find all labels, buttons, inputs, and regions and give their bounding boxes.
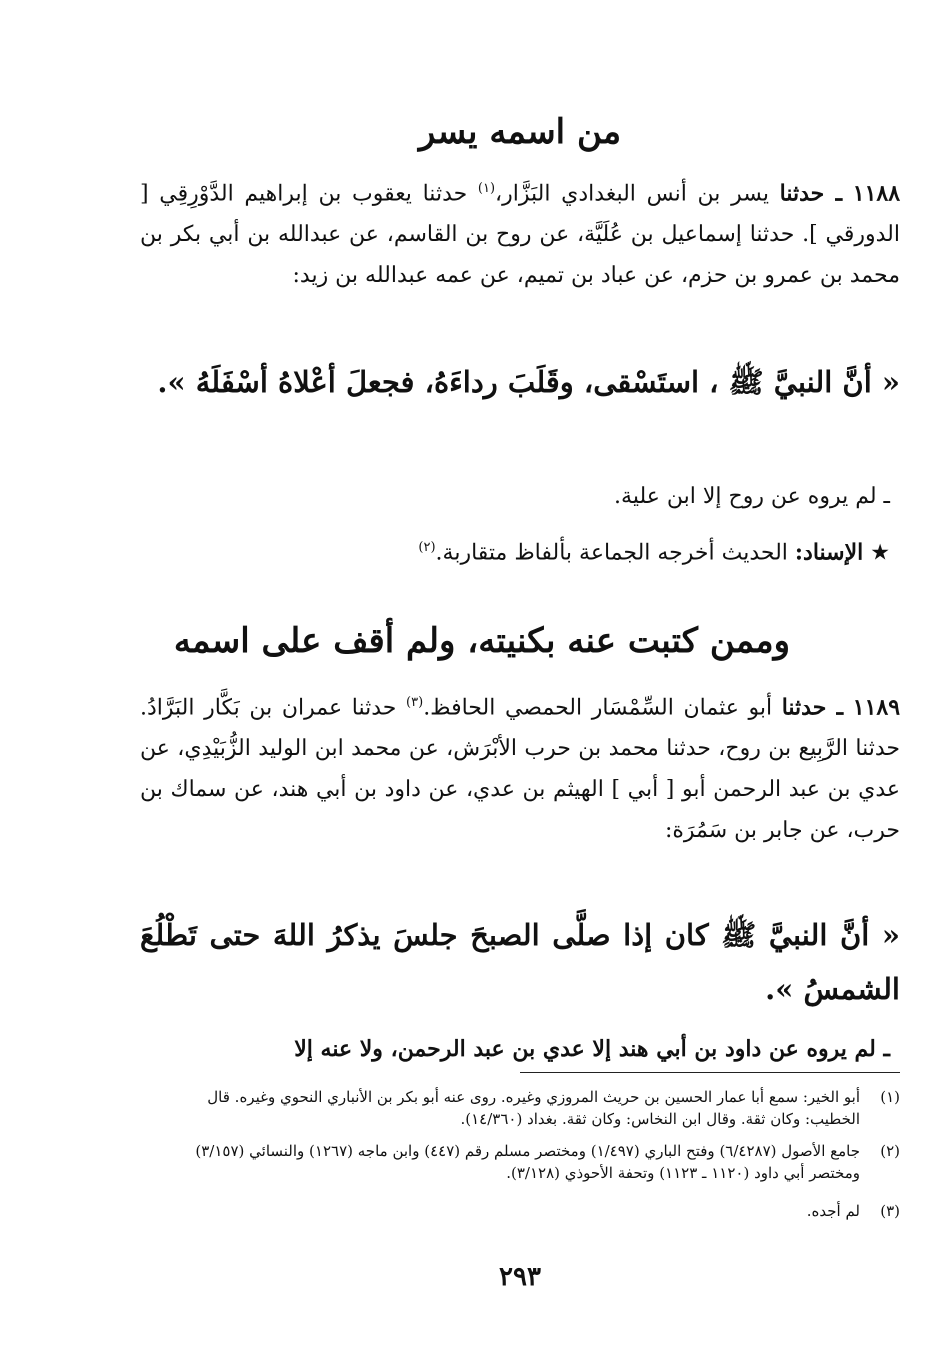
- isnad-text: حدثنا يعقوب بن إبراهيم الدَّوْرِقِي [ الدورقي ]. حدثنا إسماعيل بن عُلَيَّة، عن روح بن القاسم، عن عبدالله بن أبي بكر بن محمد بن عمرو بن حزم، عن عباد بن تميم، عن عمه عبدالله بن زيد:: [140, 181, 900, 289]
- section-title: وممن كتبت عنه بكنيته، ولم أقف على اسمه: [173, 621, 790, 661]
- hadith-1188-note: ـ لم يروه عن روح إلا ابن علية.: [614, 484, 890, 509]
- footnote-ref: (١): [477, 181, 496, 196]
- hadith-lead: ـ حدثنا: [779, 180, 843, 207]
- footnote-ref: (٢): [418, 540, 436, 555]
- footnote-divider: [520, 1072, 900, 1073]
- hadith-number: ١١٨٨: [852, 180, 901, 207]
- footnote-number: (١): [880, 1088, 900, 1106]
- isnad-text: حدثنا عمران بن بَكَّار البَرَّادُ. حدثنا الرَّبِيع بن روح، حدثنا محمد بن حرب الأبْرَش، عن محمد ابن الوليد الزُّبَيْدِي، عن عدي بن عبد الرحمن أبو [ أبي ] الهيثم بن عدي، عن داود بن أبي هند، عن سماك بن حرب، عن جابر بن سَمُرَة:: [140, 695, 900, 844]
- footnote: [140, 1086, 900, 1130]
- footnote-ref: (٣): [406, 695, 424, 710]
- hadith-number: ١١٨٩: [852, 694, 901, 721]
- footnote-text: جامع الأصول (٦/٤٢٨٧) وفتح الباري (١/٤٩٧) ومختصر مسلم رقم (٤٤٧) وابن ماجه (١٢٦٧) والنسائي (٣/١٥٧) ومختصر أبي داود (١١٢٠ ـ ١١٢٣) وتحفة الأحوذي (٣/١٢٨).: [195, 1142, 860, 1182]
- hadith-1188-isnad: [140, 168, 900, 296]
- section-title: من اسمه يسر: [418, 112, 622, 152]
- footnote-number: (٣): [880, 1202, 900, 1220]
- footnote-text: لم أجده.: [806, 1202, 860, 1220]
- footnote-text: أبو الخير: سمع أبا عمار الحسين بن حريث المروزي وغيره. روى عنه أبو بكر بن الأنباري النحوي وغيره. قال الخطيب: وكان ثقة. وقال ابن النخاس: وكان ثقة. بغداد (١٤/٣٦٠).: [207, 1088, 860, 1128]
- hadith-1189-isnad: [140, 682, 900, 851]
- hadith-1189-note: ـ لم يروه عن داود بن أبي هند إلا عدي بن عبد الرحمن، ولا عنه إلا: [294, 1036, 890, 1062]
- page-number: ٢٩٣: [499, 1262, 541, 1292]
- isnad-text: يسر بن أنس البغدادي البَزَّار،: [495, 181, 780, 207]
- hadith-1188-isnad-note: [140, 533, 890, 568]
- footnote: [140, 1200, 900, 1222]
- isnad-label: الإسناد:: [794, 539, 864, 566]
- isnad-note-text: الحديث أخرجه الجماعة بألفاظ متقاربة.: [435, 540, 795, 566]
- hadith-lead: ـ حدثنا: [781, 694, 844, 721]
- star-icon: ★: [870, 540, 890, 566]
- isnad-text: أبو عثمان السِّمْسَار الحمصي الحافظ.: [423, 695, 782, 721]
- footnote: [140, 1140, 900, 1184]
- footnote-number: (٢): [880, 1142, 900, 1160]
- hadith-1189-matn: « أنَّ النبيَّ ﷺ كان إذا صلَّى الصبحَ جلسَ يذكرُ اللهَ حتى تَطْلُعَ الشمسُ ».: [140, 918, 900, 1006]
- hadith-1188-matn: « أنَّ النبيَّ ﷺ ، استَسْقى، وقَلَبَ رداءَهُ، فجعلَ أعْلاهُ أسْفَلَهُ ».: [157, 365, 900, 399]
